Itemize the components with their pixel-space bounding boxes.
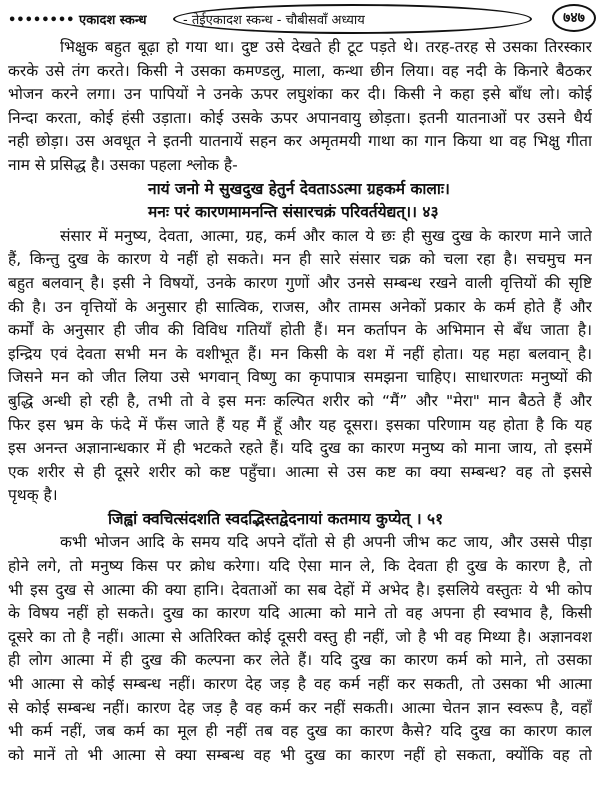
verse-line: मनः परं कारणमामनन्ति संसारचक्रं परिवर्तयेद्यत्।। ४३ — [148, 203, 439, 222]
text-line: ही लोग आत्मा में ही दुख की कल्पना कर लेते हैं। यदि दुख का कारण कर्म को माने, तो उसका — [8, 651, 592, 670]
paragraph — [8, 531, 592, 767]
text-line: पृथक् है। — [8, 486, 58, 505]
text-line: की है। उन वृत्तियों के अनुसार ही सात्विक, राजस, और तामस अनेकों प्रकार के कर्म होते हैं और — [8, 297, 592, 316]
paragraph — [8, 225, 592, 508]
text-line: नाम से प्रसिद्ध है। उसका पहला श्लोक है- — [8, 155, 238, 174]
text-line: को मानें तो भी आत्मा से क्या सम्बन्ध वह भी दुख का कारण नहीं हो सकता, क्योंकि वह तो — [8, 745, 592, 764]
chapter-title: - तेईएकादश स्कन्ध - चौबीसवाँ अध्याय — [183, 13, 365, 28]
text-line: से कोई सम्बन्ध नहीं। कारण देह जड़ है वह कर्म कर नहीं सकती। आत्मा चेतन ज्ञान स्वरूप है, वहाँ — [8, 698, 592, 717]
text-line: भिक्षुक बहुत बूढ़ा हो गया था। दुष्ट उसे देखते ही टूट पड़ते थे। तरह-तरह से उसका तिरस्कार — [60, 38, 592, 56]
text-line: दूसरे का तो है नहीं। आत्मा से अतिरिक्त कोई दूसरी वस्तु ही नहीं, जो है भी वह मिथ्या है। अज्ञानवश — [8, 627, 592, 646]
running-head-left: •••••••• एकादश स्कन्ध — [8, 13, 147, 28]
verse-line: जिह्वां क्वचित्संदशति स्वदद्भिस्तद्वेदनायां कतमाय कुप्येत् । ५१ — [108, 509, 444, 528]
text-line: नही छोड़ा। उस अवधूत ने इतनी यातनायें सहन कर अमृतमयी गाथा का गान किया था वह भिक्षु गीता — [8, 132, 592, 151]
page-body — [8, 36, 592, 767]
text-line: कर्मों के अनुसार ही जीव की विविध गतियाँ होती हैं। मन कर्तापन के अभिमान से बँध जाता है। — [8, 321, 592, 340]
text-line: संसार में मनुष्य, देवता, आत्मा, ग्रह, कर्म और काल ये छः ही सुख दुख के कारण माने जाते — [60, 226, 592, 245]
paragraph — [8, 36, 592, 178]
page-header — [8, 4, 598, 32]
text-line: हैं, किन्तु दुख के कारण ये नहीं हो सकते। मन ही सारे संसार चक्र को चला रहा है। सचमुच मन — [8, 250, 592, 269]
text-line: भी आत्मा से कोई सम्बन्ध नहीं। कारण देह जड़ है वह कर्म नहीं कर सकती, तो उसका भी आत्मा — [8, 675, 592, 694]
text-line: इन्द्रिय एवं देवता सभी मन के वशीभूत हैं। मन किसी के वश में नहीं होता। यह महा बलवान् है। — [8, 344, 592, 363]
page-number: ७४७ — [552, 4, 596, 32]
text-line: भोजन करने लगा। उन पापियों ने उनके ऊपर लघुशंका कर दी। किसी ने कहा इसे बाँध लो। कोई — [8, 85, 592, 104]
text-line: के विषय नहीं हो सकते। दुख का कारण यदि आत्मा को माने तो वह अपना ही स्वभाव है, किसी — [8, 604, 592, 623]
verse-line: नायं जनो मे सुखदुख हेतुर्न देवताऽऽत्मा ग्रहकर्म कालाः। — [148, 179, 450, 198]
section-title: एकादश स्कन्ध — [79, 13, 147, 28]
text-line: बुद्धि अन्धी हो रही है, तभी तो वे इस मनः कल्पित शरीर को “मैं” और "मेरा" मान बैठते हैं और — [8, 391, 592, 410]
text-line: कभी भोजन आदि के समय यदि अपने दाँतो से ही अपनी जीभ कट जाय, और उससे पीड़ा — [60, 533, 592, 552]
text-line: जिसने मन को जीत लिया उसे भगवान् विष्णु का कृपापात्र समझना चाहिए। साधारणतः मनुष्यों की — [8, 368, 592, 387]
text-line: करके उसे तंग करते। किसी ने उसका कमण्डलु, माला, कन्था छीन लिया। वह नदी के किनारे बैठकर — [8, 61, 592, 80]
text-line: बहुत बलवान् है। इसी ने विषयों, उनके कारण गुणों और उनसे सम्बन्ध रखने वाली वृत्तियों की सृष्टि — [8, 273, 592, 292]
text-line: फिर इस भ्रम के फंदे में फँस जाते हैं यह मैं हूँ और यह दूसरा। इसका परिणाम यह होता है कि यह — [8, 415, 592, 434]
text-line: एक शरीर से ही दूसरे शरीर को कष्ट पहुँचा। आत्मा से उस कष्ट का क्या सम्बन्ध? वह तो इससे — [8, 462, 592, 481]
text-line: निन्दा करता, कोई हंसी उड़ाता। कोई उसके ऊपर अपानवायु छोड़ता। इतनी यातनाओं पर उसने धैर्य — [8, 108, 592, 127]
text-line: होने लगे, तो मनुष्य किस पर क्रोध करेगा। यदि ऐसा मान ले, कि देवता ही दुख के कारण है, तो — [8, 557, 592, 576]
text-line: इस अनन्त अज्ञानान्धकार में ही भटकते रहते हैं। यदि दुख का कारण मनुष्य को माना जाय, तो इसमें — [8, 439, 592, 458]
text-line: भी कर्म नहीं, जब कर्म का मूल ही नहीं तब वह दुख का कारण कैसे? यदि दुख का कारण काल — [8, 722, 592, 741]
text-line: भी इस दुख से आत्मा की क्या हानि। देवताओं का सब देहों में अभेद है। इसलिये वस्तुतः ये भी कोप — [8, 580, 592, 599]
